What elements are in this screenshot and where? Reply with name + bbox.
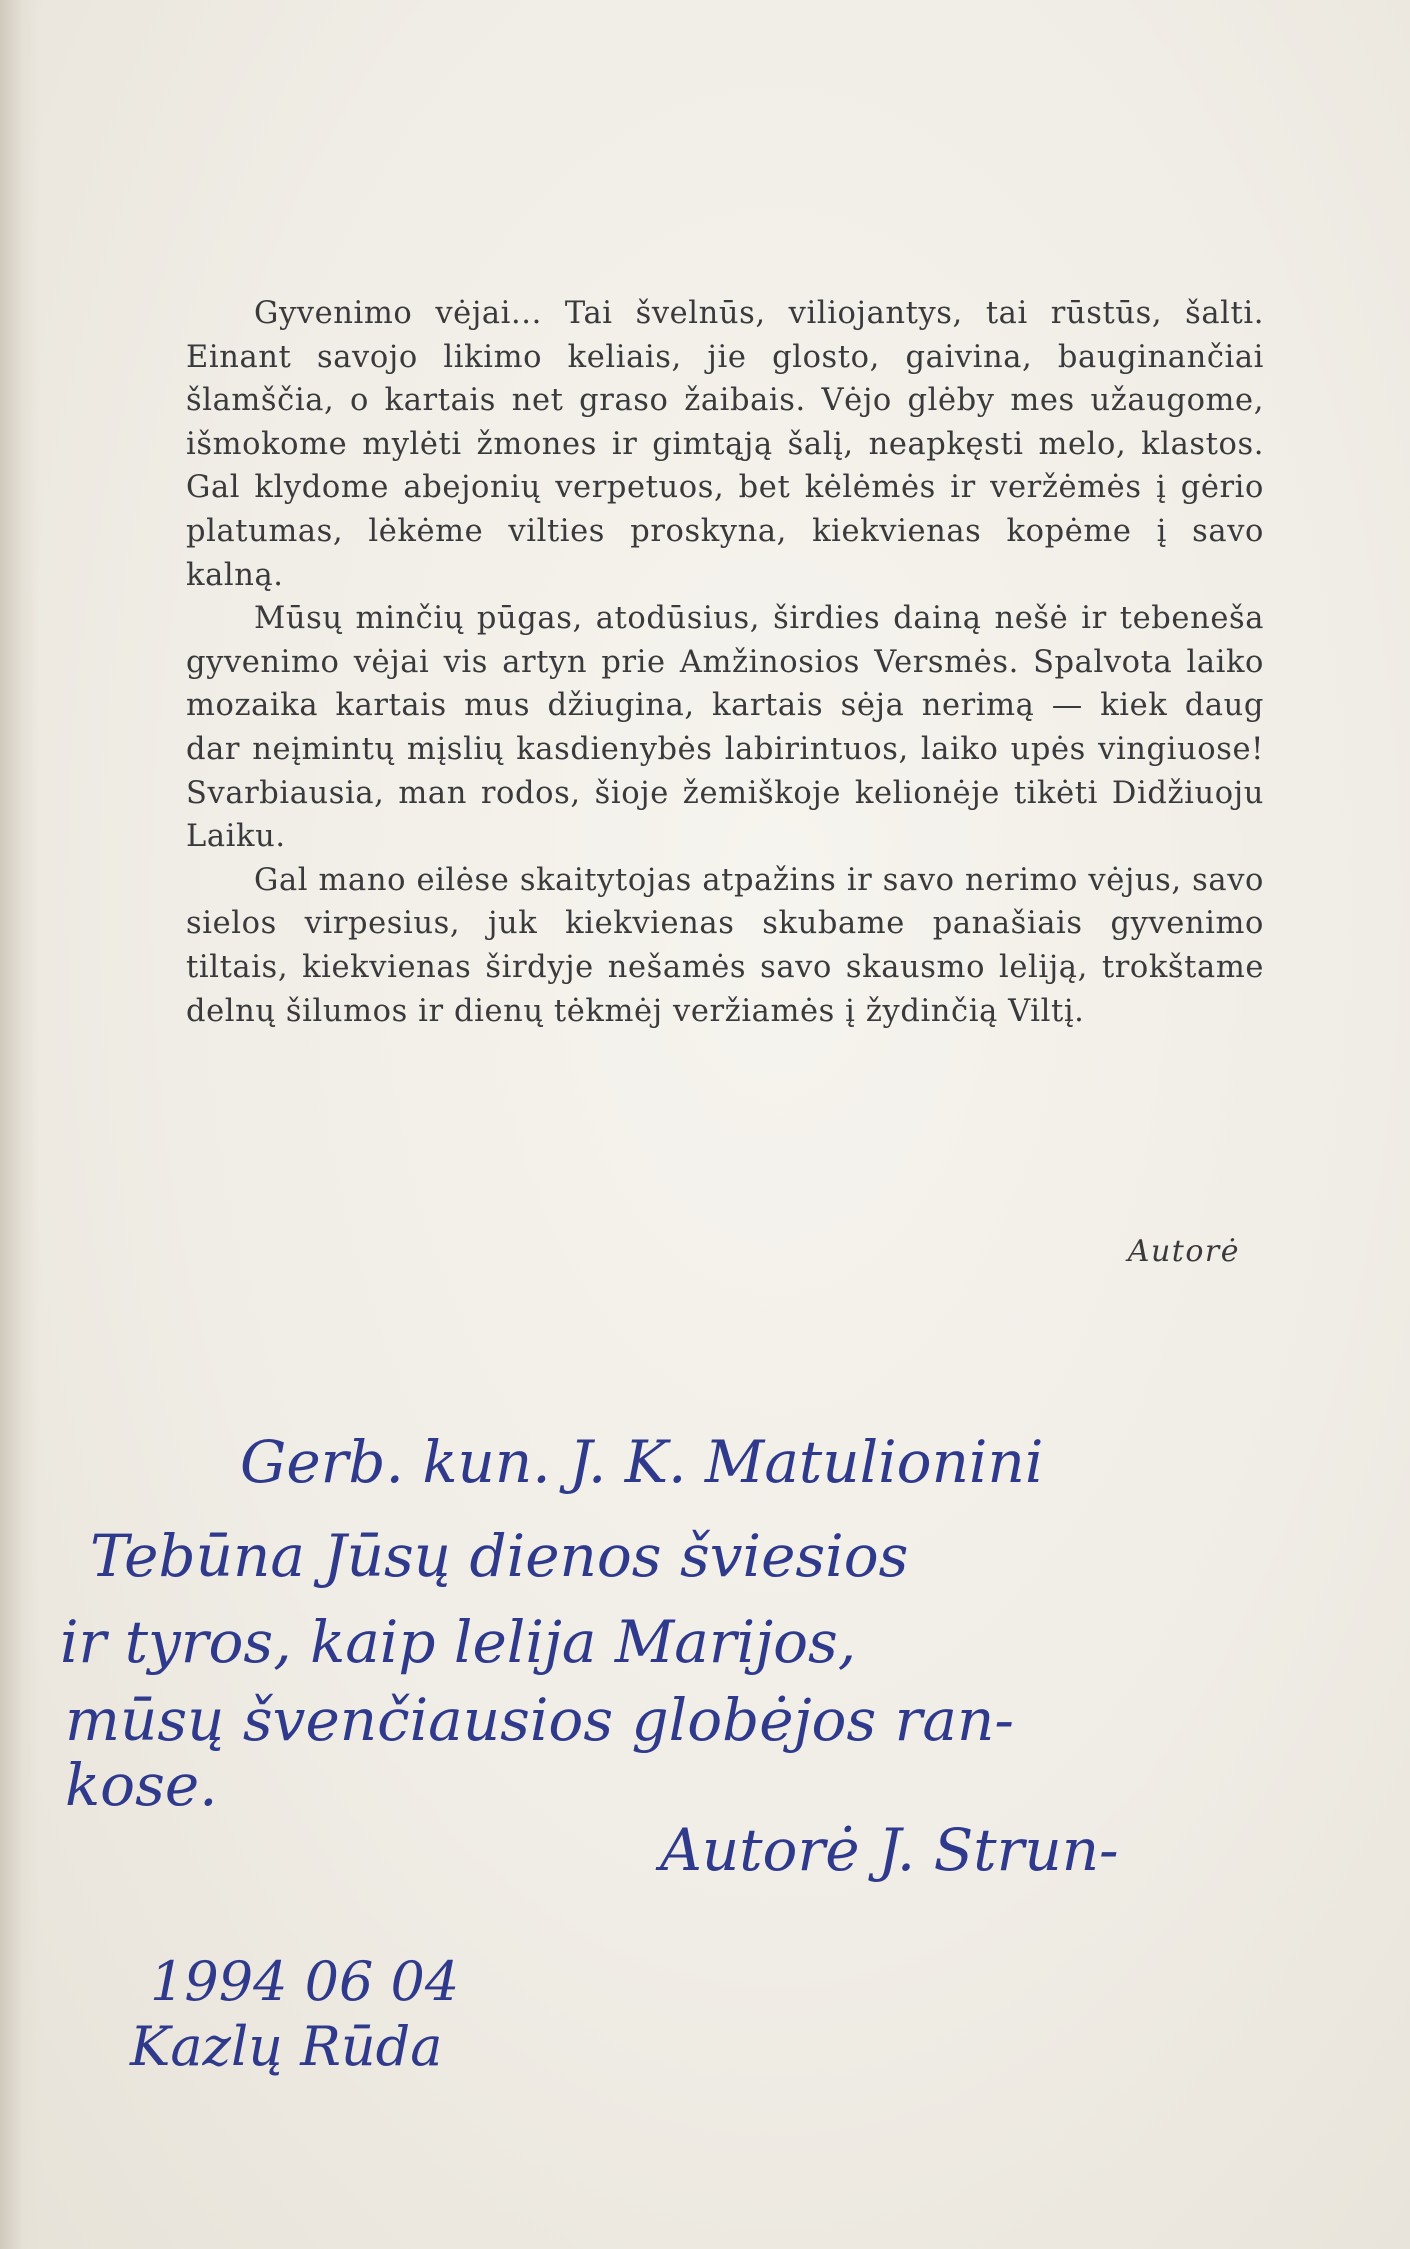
preface-signature: Autorė bbox=[1127, 1234, 1240, 1269]
page-gutter-shadow bbox=[0, 0, 40, 2249]
preface-paragraph-1: Gyvenimo vėjai... Tai švelnūs, viliojantys, tai rūstūs, šalti. Einant savojo likimo keliais, jie glosto, gaivina, bauginančiai šlamščia, o kartais net graso žaibais. Vėjo glėby mes užaugome, išmokome mylėti žmones ir gimtąją šalį, neapkęsti melo, klastos. Gal klydome abejonių verpetuos, bet kėlėmės ir veržėmės į gėrio platumas, lėkėme vilties proskyna, kiekvienas kopėme į savo kalną. bbox=[186, 296, 1264, 593]
handwritten-inscription bbox=[50, 1400, 1370, 2080]
inscription-line-4: mūsų švenčiausios globėjos ran- bbox=[65, 1686, 1014, 1754]
inscription-line-1: Gerb. kun. J. K. Matulionini bbox=[240, 1428, 1044, 1496]
inscription-line-3: ir tyros, kaip lelija Marijos, bbox=[60, 1608, 857, 1676]
inscription-line-5: kose. bbox=[65, 1751, 218, 1819]
inscription-line-6: Autorė J. Strun- bbox=[660, 1816, 1119, 1884]
preface-paragraph-2: Mūsų minčių pūgas, atodūsius, širdies dainą nešė ir tebeneša gyvenimo vėjai vis artyn prie Amžinosios Versmės. Spalvota laiko mozaika kartais mus džiugina, kartais sėja nerimą — kiek daug dar neįmintų mįslių kasdienybės labirintuos, laiko upės vingiuose! Svarbiausia, man rodos, šioje žemiškoje kelionėje tikėti Didžiuoju Laiku. bbox=[186, 601, 1264, 855]
inscription-date: 1994 06 04 bbox=[150, 1950, 460, 2013]
inscription-line-2: Tebūna Jūsų dienos šviesios bbox=[90, 1522, 909, 1590]
inscription-place: Kazlų Rūda bbox=[130, 2015, 443, 2078]
preface-paragraph-3: Gal mano eilėse skaitytojas atpažins ir savo nerimo vėjus, savo sielos virpesius, juk kiekvienas skubame panašiais gyvenimo tiltais, kiekvienas širdyje nešamės savo skausmo leliją, trokštame delnų šilumos ir dienų tėkmėj veržiamės į žydinčią Viltį. bbox=[186, 862, 1264, 1029]
preface-text bbox=[186, 292, 1264, 1033]
